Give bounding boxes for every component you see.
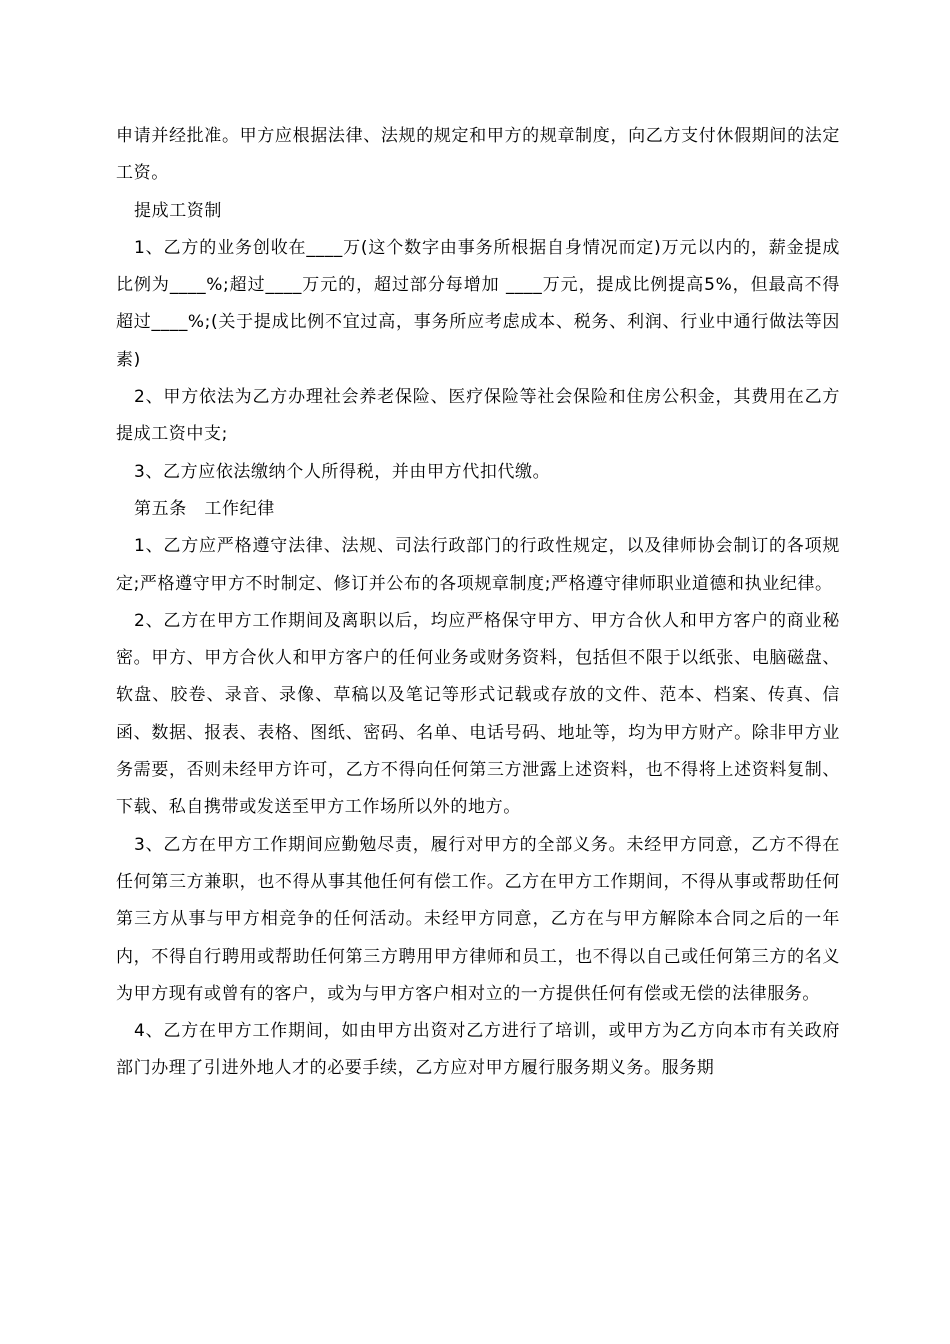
paragraph-discipline-3: 3、乙方在甲方工作期间应勤勉尽责，履行对甲方的全部义务。未经甲方同意，乙方不得在任何第三方兼职，也不得从事其他任何有偿工作。乙方在甲方工作期间，不得从事或帮助任何第三方从事与甲方相竞争的任何活动。未经甲方同意，乙方在与甲方解除本合同之后的一年内，不得自行聘用或帮助任何第三方聘用甲方律师和员工，也不得以自己或任何第三方的名义为甲方现有或曾有的客户，或为与甲方客户相对立的一方提供任何有偿或无偿的法律服务。 xyxy=(116,834,840,1004)
paragraph-leave-wage: 申请并经批准。甲方应根据法律、法规的规定和甲方的规章制度，向乙方支付休假期间的法定工资。 xyxy=(116,126,840,184)
heading-commission-wage: 提成工资制 xyxy=(134,200,222,221)
paragraph-discipline-2: 2、乙方在甲方工作期间及离职以后，均应严格保守甲方、甲方合伙人和甲方客户的商业秘密。甲方、甲方合伙人和甲方客户的任何业务或财务资料，包括但不限于以纸张、电脑磁盘、软盘、胶卷、录音、录像、草稿以及笔记等形式记载或存放的文件、范本、档案、传真、信函、数据、报表、表格、图纸、密码、名单、电话号码、地址等，均为甲方财产。除非甲方业务需要，否则未经甲方许可，乙方不得向任何第三方泄露上述资料，也不得将上述资料复制、下载、私自携带或发送至甲方工作场所以外的地方。 xyxy=(116,610,840,818)
paragraph-commission-2: 2、甲方依法为乙方办理社会养老保险、医疗保险等社会保险和住房公积金，其费用在乙方提成工资中支; xyxy=(116,387,840,445)
paragraph-discipline-1: 1、乙方应严格遵守法律、法规、司法行政部门的行政性规定，以及律师协会制订的各项规定;严格遵守甲方不时制定、修订并公布的各项规章制度;严格遵守律师职业道德和执业纪律。 xyxy=(116,536,840,594)
paragraph-commission-1: 1、乙方的业务创收在____万(这个数字由事务所根据自身情况而定)万元以内的，薪金提成比例为____%;超过____万元的，超过部分每增加 ____万元，提成比例提高5%，但最高不得超过____%;(关于提成比例不宜过高，事务所应考虑成本、税务、利润、行业中通行做法等因素) xyxy=(116,237,840,370)
paragraph-commission-3: 3、乙方应依法缴纳个人所得税，并由甲方代扣代缴。 xyxy=(134,461,551,482)
document-page xyxy=(116,118,840,1088)
heading-article-5: 第五条 工作纪律 xyxy=(134,498,275,519)
paragraph-discipline-4: 4、乙方在甲方工作期间，如由甲方出资对乙方进行了培训，或甲方为乙方向本市有关政府部门办理了引进外地人才的必要手续，乙方应对甲方履行服务期义务。服务期 xyxy=(116,1021,840,1079)
